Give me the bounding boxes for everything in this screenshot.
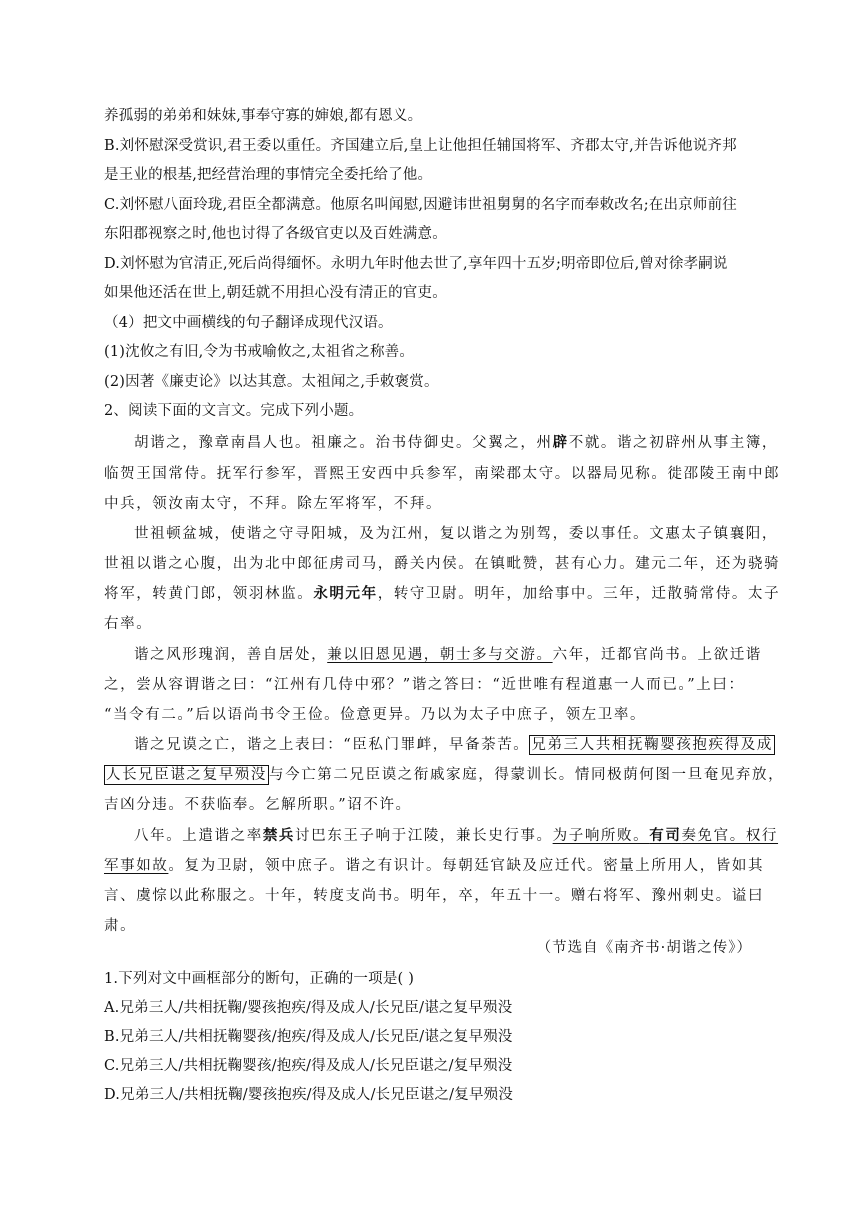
text: 六年，迁都官尚书。上欲迁谐: [552, 647, 762, 663]
passage-source: （节选自《南齐书·胡谐之传》）: [536, 940, 752, 956]
underlined-sentence: 军事如故: [104, 858, 169, 874]
passage-p2-line-1: 世祖顿盆城，使谐之守寻阳城，及为江州，复以谐之为别驾，委以事任。文惠太子镇襄阳，: [134, 526, 778, 542]
text: 胡谐之，豫章南昌人也。祖廉之。治书侍御史。父翼之，州: [134, 435, 553, 451]
passage-p3-line-3: “当令有二。”后以语尚书令王俭。俭意更异。乃以为太子中庶子，领左卫率。: [104, 707, 647, 723]
underlined-sentence: 为子响所败。: [552, 828, 650, 844]
question-4-stem: （4）把文中画横线的句子翻译成现代汉语。: [104, 315, 393, 331]
boxed-sentence-part-1: 兄弟三人共相抚鞠婴孩抱疾得及成: [531, 737, 773, 753]
bold-keyword: 永明元年: [313, 585, 378, 602]
boxed-sentence-part-2: 人长兄臣谌之复早殒没: [106, 767, 267, 783]
passage-p4-line-3: 吉凶分违。不获临奉。乞解所职。”诏不许。: [104, 797, 412, 813]
question-4-item-2: (2)因著《廉吏论》以达其意。太祖闻之,手敕褒赏。: [104, 374, 439, 390]
question-1-option-c: C.兄弟三人/共相抚鞠婴孩/抱疾/得及成人/长兄臣谌之/复早殒没: [104, 1058, 513, 1074]
question-1-option-d: D.兄弟三人/共相抚鞠/婴孩抱疾/得及成人/长兄臣谌之/复早殒没: [104, 1087, 514, 1103]
passage-p5-line-3: 言、虞悰以此称服之。十年，转度支尚书。明年，卒，年五十一。赠右将军、豫州刺史。谥曰: [104, 888, 765, 904]
text: ，转守卫尉。明年，加给事中。三年，迁散骑常侍。太子: [377, 586, 781, 602]
text: 。复为卫尉，领中庶子。谐之有识计。每朝廷官缺及应迁代。密量上所用人，皆如其: [168, 858, 765, 874]
option-c-line-2: 东阳郡视察之时,他也讨得了各级官吏以及百姓满意。: [104, 226, 447, 242]
passage-p2-line-2: 世祖以谐之心腹，出为北中郎征虏司马，爵关内侯。在镇毗赞，甚有心力。建元二年，还为骁骑: [104, 556, 781, 572]
passage-p2-line-3: [104, 582, 780, 603]
option-b-line-2: 是王业的根基,把经营治理的事情完全委托给了他。: [104, 167, 433, 183]
text: 讨巴东王子响于江陵，兼长史行事。: [295, 828, 553, 844]
text: 不就。谐之初辟州从事主簿，: [568, 435, 779, 451]
text: 谐之兄谟之亡，谐之上表曰：“臣私门罪衅，早备荼苦。: [134, 737, 530, 753]
question-1-stem: 1.下列对文中画框部分的断句，正确的一项是( ): [104, 971, 415, 987]
bold-keyword: 有司: [649, 827, 682, 844]
underlined-sentence: 兼以旧恩见遇，朝士多与交游。: [327, 647, 553, 663]
passage-p1-line-2: 临贺王国常侍。抚军行参军，晋熙王安西中兵参军，南梁郡太守。以器局见称。徙邵陵王南中郎: [104, 466, 781, 482]
passage-p3-line-1: [134, 643, 762, 664]
bold-keyword: 辟: [552, 434, 569, 451]
question-1-option-b: B.兄弟三人/共相抚鞠婴孩/抱疾/得及成人/长兄臣/谌之复早殒没: [104, 1029, 513, 1045]
option-c-line-1: C.刘怀慰八面玲珑,君臣全都满意。他原名叫闻慰,因避讳世祖舅舅的名字而奉敕改名;在出京师前往: [104, 197, 737, 213]
passage-p5-line-2: [104, 854, 764, 875]
passage-p3-line-2: 之，尝从容谓谐之曰：“江州有几侍中邪？”谐之答曰：“近世唯有程道惠一人而已。”上曰：: [104, 677, 745, 693]
option-b-line-1: B.刘怀慰深受赏识,君王委以重任。齐国建立后,皇上让他担任辅国将军、齐郡太守,并告诉他说齐邦: [104, 138, 737, 154]
passage-p1-line-1: [134, 431, 778, 452]
passage-p5-line-1: [134, 824, 778, 845]
passage-p4-line-1: [134, 733, 775, 754]
passage-p5-line-4: 肃。: [104, 918, 137, 934]
underlined-sentence: 奏免官。权行: [681, 828, 779, 844]
question-4-item-1: (1)沈攸之有旧,令为书戒喻攸之,太祖省之称善。: [104, 344, 415, 360]
bold-keyword: 禁兵: [262, 827, 296, 844]
section-2-heading: 2、阅读下面的文言文。完成下列小题。: [104, 403, 364, 419]
text: 八年。上遣谐之率: [134, 828, 263, 844]
passage-p2-line-4: 右率。: [104, 616, 153, 632]
text: 谐之风形瑰润，善自居处，: [134, 647, 328, 663]
text: 将军，转黄门郎，领羽林监。: [104, 586, 314, 602]
text: 与今亡第二兄臣谟之衔戚家庭，得蒙训长。情同极荫何图一旦奄见弃放，: [269, 767, 785, 783]
option-a-continuation: 养孤弱的弟弟和妹妹,事奉守寡的婶娘,都有恩义。: [104, 108, 423, 124]
option-d-line-1: D.刘怀慰为官清正,死后尚得缅怀。永明九年时他去世了,享年四十五岁;明帝即位后,曾对徐孝嗣说: [104, 256, 728, 272]
passage-p4-line-2: [104, 763, 784, 784]
option-d-line-2: 如果他还活在世上,朝廷就不用担心没有清正的官吏。: [104, 285, 447, 301]
passage-p1-line-3: 中兵，领汝南太守，不拜。除左军将军，不拜。: [104, 496, 443, 512]
question-1-option-a: A.兄弟三人/共相抚鞠/婴孩抱疾/得及成人/长兄臣/谌之复早殒没: [104, 1000, 513, 1016]
